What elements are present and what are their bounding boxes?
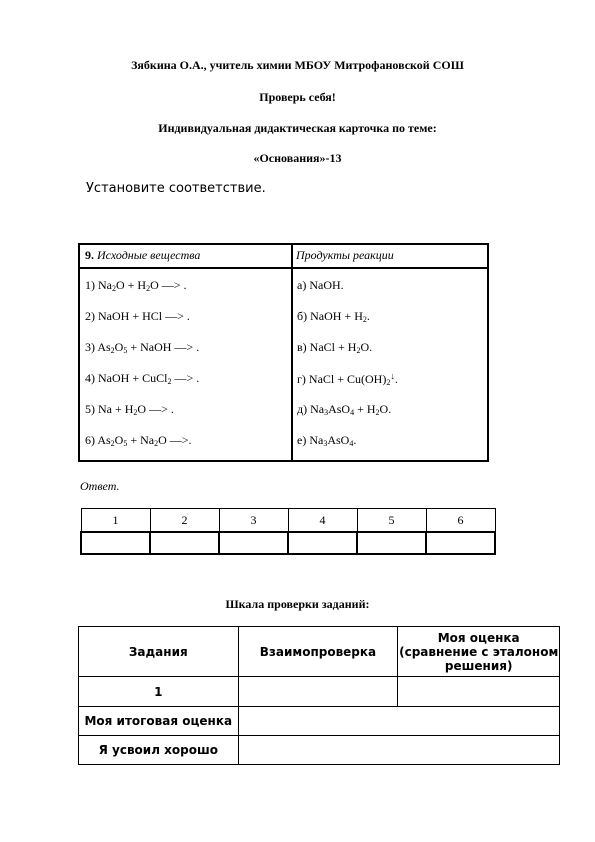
answer-grid <box>80 508 496 555</box>
scale-header-row <box>79 627 560 677</box>
reactant-5: 5) $Na + H_2O$ —> . <box>85 402 174 417</box>
scale-title: Шкала проверки заданий: <box>225 597 370 611</box>
column-header-reactants <box>85 248 200 263</box>
final-grade-cell[interactable] <box>238 707 559 736</box>
author-line: Зябкина О.А., учитель химии МБОУ Митрофановской СОШ <box>131 58 464 72</box>
product-f: е) $Na_3AsO_4$. <box>297 433 357 448</box>
product-b: б) NaOH + $H_2$. <box>297 309 370 324</box>
learned-well-cell[interactable] <box>238 736 559 765</box>
task-table <box>78 243 489 462</box>
answer-number: 4 <box>288 509 357 533</box>
task-number: 9. <box>85 248 94 262</box>
self-grade-cell[interactable] <box>398 677 560 707</box>
reactants-header: Исходные вещества <box>97 248 201 262</box>
scale-col-self-grade: Моя оценка (сравнение с эталоном решения) <box>398 627 560 677</box>
answer-cell[interactable] <box>150 532 219 554</box>
instruction-text: Установите соответствие. <box>86 181 266 196</box>
product-e: д) $Na_3AsO_4 + H_2O$. <box>297 402 392 417</box>
reactant-3: 3) $As_2O_5$ + NaOH —> . <box>85 340 200 355</box>
scale-row-learned <box>79 736 560 765</box>
card-title: Индивидуальная дидактическая карточка по теме: <box>158 121 437 135</box>
product-a: а) NaOH. <box>297 278 344 292</box>
topic-title: «Основания»-13 <box>253 151 342 165</box>
answer-cell[interactable] <box>219 532 288 554</box>
answer-cell[interactable] <box>81 532 150 554</box>
answer-cell[interactable] <box>288 532 357 554</box>
table-divider <box>291 245 293 460</box>
answer-cell[interactable] <box>426 532 495 554</box>
answer-number: 2 <box>150 509 219 533</box>
check-title: Проверь себя! <box>259 90 336 104</box>
answer-number: 5 <box>357 509 426 533</box>
product-d: г) NaCl + $Cu(OH)_2^↓$. <box>297 371 398 387</box>
answer-label: Ответ. <box>80 479 120 493</box>
scale-col-peer-check: Взаимопроверка <box>238 627 398 677</box>
reactant-1: 1) $Na_2O + H_2O$ —> . <box>85 278 187 293</box>
answer-cell[interactable] <box>357 532 426 554</box>
scale-row-task-1 <box>79 677 560 707</box>
peer-check-cell[interactable] <box>238 677 398 707</box>
scale-task-number: 1 <box>79 677 239 707</box>
learned-well-label: Я усвоил хорошо <box>79 736 239 765</box>
products-header: Продукты реакции <box>296 248 394 262</box>
answer-number-row <box>81 509 495 533</box>
answer-number: 1 <box>81 509 150 533</box>
product-c: в) NaCl + $H_2O$. <box>297 340 373 355</box>
answer-number: 3 <box>219 509 288 533</box>
answer-input-row <box>81 532 495 554</box>
reactant-4: 4) NaOH + CuCl$_2$ —> . <box>85 371 200 386</box>
reactant-6: 6) $As_2O_5 + Na_2O$ —>. <box>85 433 192 448</box>
final-grade-label: Моя итоговая оценка <box>79 707 239 736</box>
scale-col-tasks: Задания <box>79 627 239 677</box>
scale-row-final <box>79 707 560 736</box>
scale-table <box>78 626 560 765</box>
answer-number: 6 <box>426 509 495 533</box>
reactant-2: 2) NaOH + HCl —> . <box>85 309 190 323</box>
table-divider <box>80 267 487 269</box>
